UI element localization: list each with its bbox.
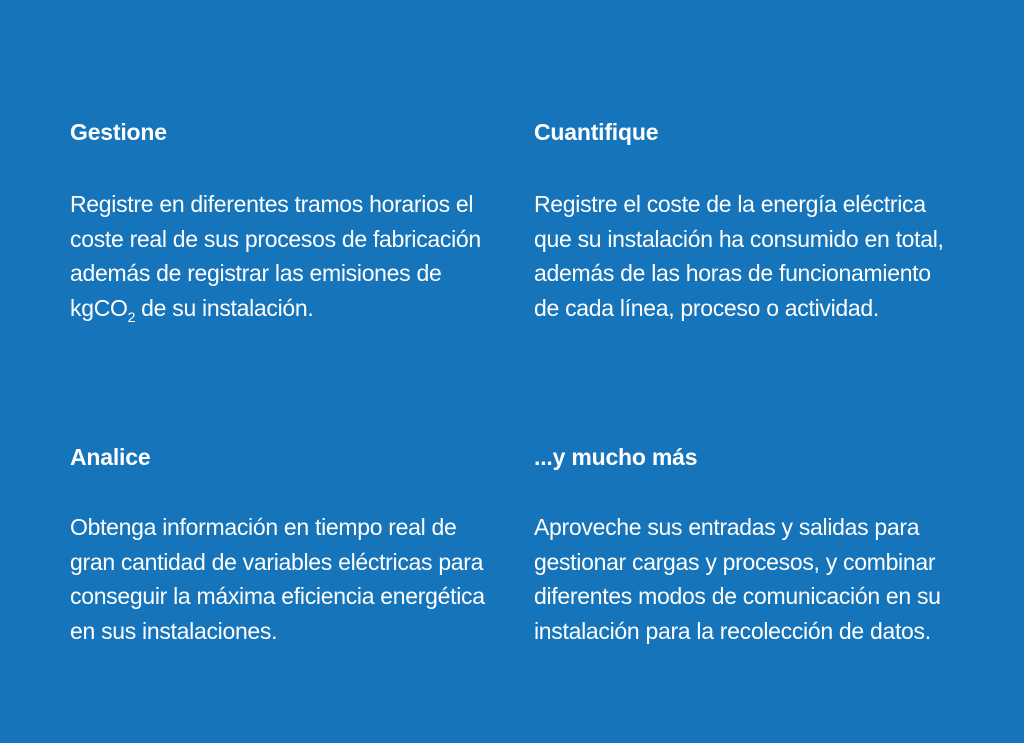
feature-description-tail: de su instalación. (135, 294, 314, 321)
feature-description: Registre el coste de la energía eléctrica que su instalación ha consumido en total, además de las horas de funcionamiento de cada línea, proceso o actividad. (534, 191, 944, 321)
feature-gestione (70, 118, 490, 325)
feature-description: Obtenga información en tiempo real de gran cantidad de variables eléctricas para conseguir la máxima eficiencia energética en sus instalaciones. (70, 514, 485, 644)
co2-subscript: 2 (127, 308, 136, 325)
feature-description: Aproveche sus entradas y salidas para gestionar cargas y procesos, y combinar diferentes modos de comunicación en su instalación para la recolección de datos. (534, 514, 941, 644)
feature-mucho-mas (534, 443, 954, 648)
feature-description (70, 187, 490, 325)
feature-description-text: Registre en diferentes tramos horarios el coste real de sus procesos de fabricación además de registrar las emisiones de kgCO (70, 191, 481, 321)
feature-analice (70, 443, 490, 648)
feature-title: Analice (70, 444, 151, 470)
feature-title: ...y mucho más (534, 444, 698, 470)
feature-cuantifique (534, 118, 954, 325)
feature-title: Gestione (70, 119, 167, 145)
feature-title: Cuantifique (534, 119, 659, 145)
